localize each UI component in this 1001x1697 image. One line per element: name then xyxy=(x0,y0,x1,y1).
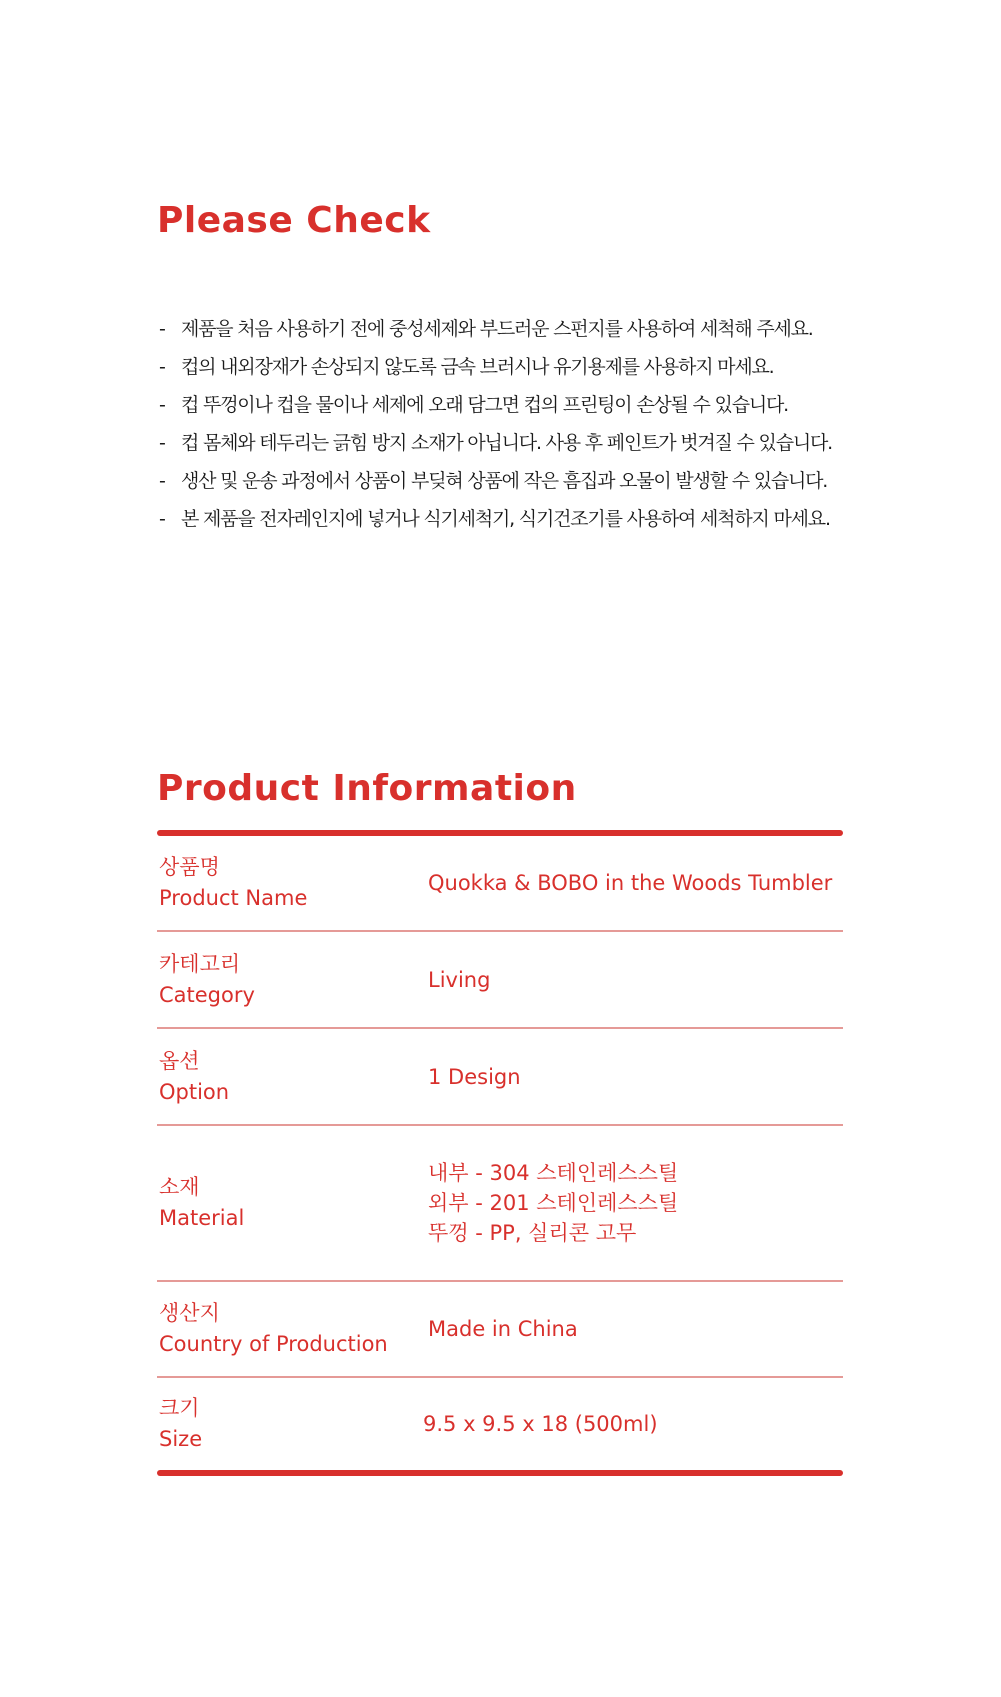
row-label xyxy=(159,1172,244,1234)
please-check-title: Please Check xyxy=(157,200,431,241)
care-instruction-text: 컵 뚜껑이나 컵을 물이나 세제에 오래 담그면 컵의 프린팅이 손상될 수 있습니다. xyxy=(181,394,789,416)
bullet-dash: - xyxy=(159,318,165,340)
bullet-dash: - xyxy=(159,356,165,378)
row-value xyxy=(428,1314,578,1344)
label-english: Option xyxy=(159,1079,230,1104)
product-info-table xyxy=(157,830,843,1476)
table-row-country xyxy=(157,1282,843,1378)
value-line: 9.5 x 9.5 x 18 (500ml) xyxy=(423,1412,658,1436)
care-instruction-text: 컵의 내외장재가 손상되지 않도록 금속 브러시나 유기용제를 사용하지 마세요. xyxy=(181,356,774,378)
bullet-dash: - xyxy=(159,470,165,492)
care-instructions-list xyxy=(157,310,877,538)
row-label xyxy=(159,852,307,914)
bullet-dash: - xyxy=(159,508,165,530)
table-row-product-name xyxy=(157,836,843,932)
label-english: Material xyxy=(159,1206,245,1230)
care-instruction-text: 제품을 처음 사용하기 전에 중성세제와 부드러운 스펀지를 사용하여 세척해 주세요. xyxy=(181,318,813,340)
label-english: Category xyxy=(159,982,255,1007)
value-line: Quokka & BOBO in the Woods Tumbler xyxy=(428,871,833,895)
list-item xyxy=(157,462,877,500)
row-label xyxy=(159,1393,202,1455)
row-value xyxy=(428,965,490,995)
value-line: 1 Design xyxy=(428,1064,521,1089)
row-value xyxy=(428,868,832,898)
table-row-category xyxy=(157,932,843,1029)
row-value xyxy=(423,1409,658,1439)
value-line: Made in China xyxy=(428,1317,578,1341)
list-item xyxy=(157,348,877,386)
label-korean: 생산지 xyxy=(159,1301,220,1325)
product-information-title: Product Information xyxy=(157,768,577,809)
list-item xyxy=(157,310,877,348)
label-english: Country of Production xyxy=(159,1332,388,1356)
bullet-dash: - xyxy=(159,394,165,416)
label-korean: 카테고리 xyxy=(159,951,241,976)
row-label xyxy=(159,1298,388,1360)
label-english: Size xyxy=(159,1427,203,1451)
label-korean: 소재 xyxy=(159,1175,200,1199)
list-item xyxy=(157,386,877,424)
label-korean: 상품명 xyxy=(159,855,220,879)
table-row-size xyxy=(157,1378,843,1470)
list-item xyxy=(157,500,877,538)
care-instruction-text: 본 제품을 전자레인지에 넣거나 식기세척기, 식기건조기를 사용하여 세척하지 마세요. xyxy=(181,508,830,530)
row-value xyxy=(428,1062,521,1092)
value-line: 뚜껑 - PP, 실리콘 고무 xyxy=(428,1221,637,1245)
value-line: 외부 - 201 스테인레스스틸 xyxy=(428,1191,679,1215)
list-item xyxy=(157,424,877,462)
label-english: Product Name xyxy=(159,886,308,910)
bullet-dash: - xyxy=(159,432,165,454)
label-korean: 옵션 xyxy=(159,1048,200,1073)
value-line: 내부 - 304 스테인레스스틸 xyxy=(428,1161,679,1185)
row-label xyxy=(159,949,255,1011)
table-bottom-rule xyxy=(157,1470,843,1476)
row-label xyxy=(159,1046,229,1108)
row-value xyxy=(428,1158,678,1248)
label-korean: 크기 xyxy=(159,1396,200,1420)
care-instruction-text: 컵 몸체와 테두리는 긁힘 방지 소재가 아닙니다. 사용 후 페인트가 벗겨질 수 있습니다. xyxy=(181,432,832,454)
value-line: Living xyxy=(428,967,491,992)
care-instruction-text: 생산 및 운송 과정에서 상품이 부딪혀 상품에 작은 흠집과 오물이 발생할 수 있습니다. xyxy=(181,470,828,492)
table-row-material xyxy=(157,1126,843,1282)
table-row-option xyxy=(157,1029,843,1126)
